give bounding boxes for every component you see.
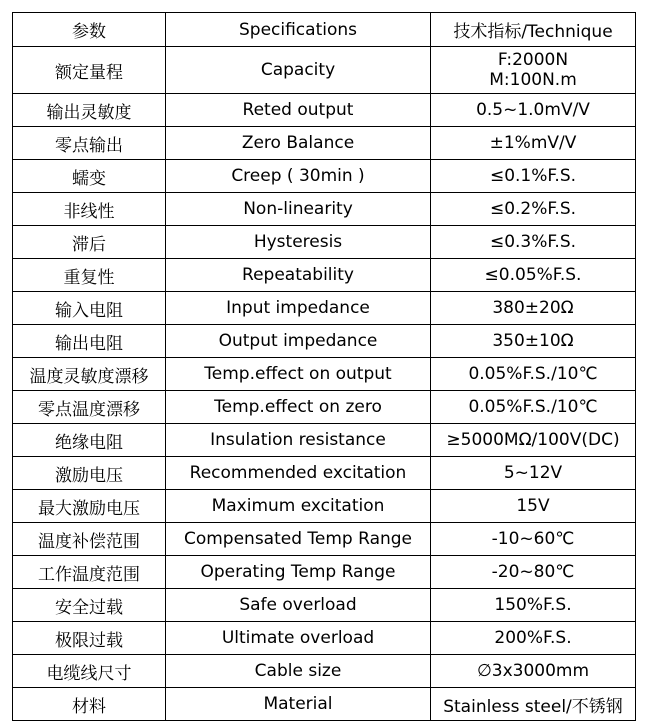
spec-row	[13, 325, 636, 358]
spec-cn-cell: 输出灵敏度	[13, 94, 166, 127]
capacity-row	[13, 47, 636, 94]
spec-en-cell: Zero Balance	[166, 127, 431, 160]
spec-en-cell: Output impedance	[166, 325, 431, 358]
spec-value-cell: ∅3x3000mm	[431, 655, 636, 688]
spec-en-cell: Non-linearity	[166, 193, 431, 226]
spec-cn-cell: 蠕变	[13, 160, 166, 193]
spec-row	[13, 226, 636, 259]
capacity-cn: 额定量程	[13, 47, 166, 94]
spec-row	[13, 127, 636, 160]
spec-en-cell: Cable size	[166, 655, 431, 688]
header-value: 技术指标/Technique	[431, 13, 636, 47]
spec-value-cell: ≤0.2%F.S.	[431, 193, 636, 226]
spec-value-cell: 200%F.S.	[431, 622, 636, 655]
specifications-table	[12, 12, 636, 721]
spec-en-cell: Hysteresis	[166, 226, 431, 259]
spec-value-cell: 0.05%F.S./10℃	[431, 358, 636, 391]
spec-row	[13, 556, 636, 589]
spec-cn-cell: 温度补偿范围	[13, 523, 166, 556]
spec-en-cell: Temp.effect on output	[166, 358, 431, 391]
spec-row	[13, 655, 636, 688]
spec-cn-cell: 最大激励电压	[13, 490, 166, 523]
spec-cn-cell: 温度灵敏度漂移	[13, 358, 166, 391]
spec-en-cell: Ultimate overload	[166, 622, 431, 655]
spec-cn-cell: 极限过载	[13, 622, 166, 655]
spec-cn-cell: 零点温度漂移	[13, 391, 166, 424]
spec-en-cell: Creep ( 30min )	[166, 160, 431, 193]
spec-row	[13, 589, 636, 622]
spec-row	[13, 457, 636, 490]
spec-value-cell: -20~80℃	[431, 556, 636, 589]
spec-value-cell: 0.05%F.S./10℃	[431, 391, 636, 424]
spec-cn-cell: 激励电压	[13, 457, 166, 490]
header-en: Specifications	[166, 13, 431, 47]
spec-en-cell: Insulation resistance	[166, 424, 431, 457]
spec-value-cell: ±1%mV/V	[431, 127, 636, 160]
spec-value-cell: 5~12V	[431, 457, 636, 490]
spec-value-cell: 350±10Ω	[431, 325, 636, 358]
spec-cn-cell: 工作温度范围	[13, 556, 166, 589]
spec-row	[13, 292, 636, 325]
spec-cn-cell: 零点输出	[13, 127, 166, 160]
spec-cn-cell: 绝缘电阻	[13, 424, 166, 457]
header-cn: 参数	[13, 13, 166, 47]
spec-en-cell: Temp.effect on zero	[166, 391, 431, 424]
spec-row	[13, 160, 636, 193]
spec-en-cell: Reted output	[166, 94, 431, 127]
spec-cn-cell: 输出电阻	[13, 325, 166, 358]
spec-cn-cell: 非线性	[13, 193, 166, 226]
spec-en-cell: Material	[166, 688, 431, 721]
spec-cn-cell: 安全过载	[13, 589, 166, 622]
spec-value-cell: 0.5~1.0mV/V	[431, 94, 636, 127]
spec-row	[13, 94, 636, 127]
spec-en-cell: Repeatability	[166, 259, 431, 292]
spec-en-cell: Operating Temp Range	[166, 556, 431, 589]
spec-value-cell: ≥5000MΩ/100V(DC)	[431, 424, 636, 457]
spec-value-cell: -10~60℃	[431, 523, 636, 556]
spec-value-cell: 150%F.S.	[431, 589, 636, 622]
spec-cn-cell: 重复性	[13, 259, 166, 292]
spec-cn-cell: 电缆线尺寸	[13, 655, 166, 688]
spec-en-cell: Maximum excitation	[166, 490, 431, 523]
spec-en-cell: Compensated Temp Range	[166, 523, 431, 556]
spec-cn-cell: 滞后	[13, 226, 166, 259]
spec-row	[13, 193, 636, 226]
spec-value-cell: Stainless steel/不锈钢	[431, 688, 636, 721]
spec-row	[13, 688, 636, 721]
spec-row	[13, 523, 636, 556]
spec-row	[13, 424, 636, 457]
capacity-force-value: F:2000N	[497, 50, 569, 70]
spec-row	[13, 391, 636, 424]
spec-value-cell: ≤0.05%F.S.	[431, 259, 636, 292]
spec-row	[13, 490, 636, 523]
spec-row	[13, 622, 636, 655]
header-row	[13, 13, 636, 47]
spec-row	[13, 259, 636, 292]
spec-cn-cell: 材料	[13, 688, 166, 721]
spec-cn-cell: 输入电阻	[13, 292, 166, 325]
spec-en-cell: Safe overload	[166, 589, 431, 622]
spec-en-cell: Input impedance	[166, 292, 431, 325]
spec-value-cell: 380±20Ω	[431, 292, 636, 325]
spec-en-cell: Recommended excitation	[166, 457, 431, 490]
spec-value-cell: ≤0.3%F.S.	[431, 226, 636, 259]
spec-value-cell: ≤0.1%F.S.	[431, 160, 636, 193]
capacity-value	[431, 47, 636, 94]
capacity-en: Capacity	[166, 47, 431, 94]
spec-value-cell: 15V	[431, 490, 636, 523]
capacity-moment-value: M:100N.m	[489, 70, 577, 90]
spec-row	[13, 358, 636, 391]
